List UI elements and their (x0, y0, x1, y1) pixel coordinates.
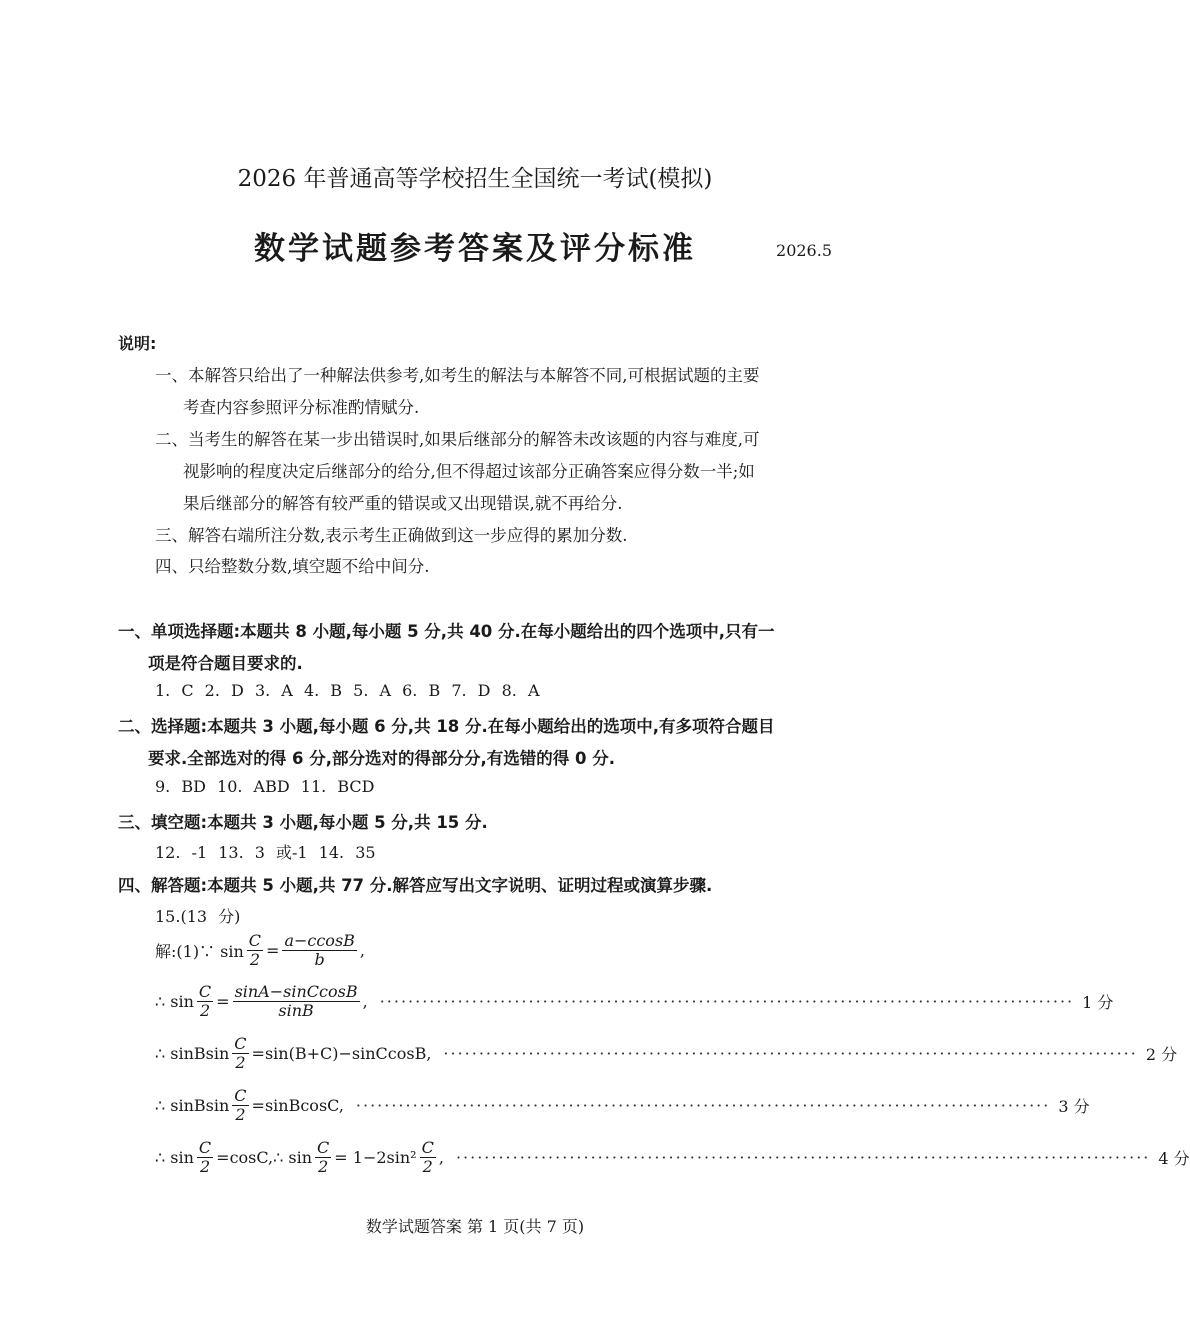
fraction (282, 932, 356, 970)
line2-rest: =sin(B+C)−sinCcosB, (251, 1044, 432, 1064)
line4-prefix: ∴ sin (155, 1148, 194, 1168)
note-1-cont: 考查内容参照评分标准酌情赋分. (183, 398, 420, 417)
line0-suffix: , (359, 941, 365, 961)
fraction-den: 2 (199, 1157, 211, 1177)
fraction (232, 1035, 248, 1073)
fraction (420, 1139, 436, 1177)
fraction-num: C (234, 1034, 247, 1053)
solution-line-1: ∴ sin $\frac{C}{2}$ = $\frac{\text{sinA−sinCcosB}}{\sin B}$ , ·································································································· 1 分 (155, 982, 1114, 1021)
note-2: 二、当考生的解答在某一步出错误时,如果后继部分的解答未改该题的内容与难度,可 (155, 430, 760, 449)
fraction-num: a−ccosB (284, 931, 355, 950)
section-4-heading: 四、解答题:本题共 5 小题,共 77 分.解答应写出文字说明、证明过程或演算步骤. (118, 876, 713, 895)
solution-line-4 (155, 1138, 1190, 1177)
leader-dots: ·································································································· (443, 1044, 1138, 1064)
leader-dots: ·································································································· (355, 1096, 1051, 1116)
fraction (315, 1139, 331, 1177)
note-1: 一、本解答只给出了一种解法供参考,如考生的解法与本解答不同,可根据试题的主要 (155, 366, 760, 385)
solution-line-2 (155, 1034, 1178, 1073)
score-mark: 2 分 (1145, 1045, 1178, 1065)
exam-title: 2026 年普通高等学校招生全国统一考试(模拟) (237, 166, 713, 192)
fraction-den: 2 (235, 1053, 246, 1073)
note-3: 三、解答右端所注分数,表示考生正确做到这一步应得的累加分数. (155, 526, 628, 545)
solution-line-3 (155, 1086, 1090, 1125)
section-1-heading-cont: 项是符合题目要求的. (148, 654, 303, 673)
score-mark: 1 分 (1082, 993, 1114, 1013)
main-title: 数学试题参考答案及评分标准 (254, 231, 696, 267)
q15-heading: 15.(13 分) (155, 907, 241, 926)
fraction-num: C (234, 1086, 247, 1105)
note-2-cont2: 果后继部分的解答有较严重的错误或又出现错误,就不再给分. (183, 494, 623, 513)
fraction-num: C (317, 1138, 330, 1157)
score-mark: 4 分 (1158, 1149, 1190, 1169)
solution-line-0: 解:(1)∵ sin $\frac{C}{2}$ = $\frac{a-ccosB}{b}$ , (155, 931, 365, 970)
section-3-answers: 12. -1 13. 3 或-1 14. 35 (155, 843, 376, 862)
section-2-heading: 二、选择题:本题共 3 小题,每小题 6 分,共 18 分.在每小题给出的选项中,有多项符合题目 (118, 717, 775, 736)
section-3-heading: 三、填空题:本题共 3 小题,每小题 5 分,共 15 分. (118, 813, 488, 832)
line1-suffix: , (362, 992, 368, 1012)
note-2-cont: 视影响的程度决定后继部分的给分,但不得超过该部分正确答案应得分数一半;如 (183, 462, 755, 481)
fraction-num: C (248, 931, 262, 950)
score-mark: 3 分 (1058, 1097, 1090, 1117)
line0-prefix: 解:(1)∵ sin (155, 942, 244, 962)
line3-prefix: ∴ sinBsin (155, 1096, 230, 1116)
line1-prefix: ∴ sin (155, 992, 194, 1012)
line4-suffix: , (438, 1148, 444, 1168)
page-footer: 数学试题答案 第 1 页(共 7 页) (365, 1217, 585, 1236)
leader-dots: ·································································································· (455, 1148, 1151, 1168)
note-4: 四、只给整数分数,填空题不给中间分. (155, 557, 430, 576)
fraction (247, 932, 263, 970)
section-2-heading-cont: 要求.全部选对的得 6 分,部分选对的得部分分,有选错的得 0 分. (148, 749, 616, 768)
notes-heading: 说明: (118, 334, 157, 353)
section-1-heading: 一、单项选择题:本题共 8 小题,每小题 5 分,共 40 分.在每小题给出的四个选项中,只有一 (118, 622, 775, 641)
fraction-den: b (314, 950, 325, 970)
section-1-answers: 1. C 2. D 3. A 4. B 5. A 6. B 7. D 8. A (155, 681, 540, 700)
line4-mid2: = 1−2sin² (334, 1148, 417, 1168)
fraction-den: 2 (422, 1157, 433, 1177)
fraction (197, 983, 213, 1021)
leader-dots: ·································································································· (379, 992, 1075, 1012)
line3-rest: =sinBcosC, (251, 1096, 344, 1116)
fraction-den: 2 (318, 1157, 329, 1177)
fraction-den: 2 (235, 1105, 246, 1125)
line2-prefix: ∴ sinBsin (155, 1044, 230, 1064)
fraction (233, 983, 360, 1021)
fraction-num: sinA−sinCcosB (234, 982, 358, 1001)
fraction-num: C (421, 1138, 434, 1157)
fraction-den: 2 (249, 950, 260, 970)
fraction-num: C (198, 1138, 212, 1157)
fraction-den: 2 (199, 1001, 211, 1021)
section-2-answers: 9. BD 10. ABD 11. BCD (155, 777, 375, 796)
fraction-num: C (198, 982, 212, 1001)
fraction-den: sinB (278, 1001, 314, 1021)
date-label: 2026.5 (776, 241, 832, 260)
fraction (197, 1139, 213, 1177)
line4-mid: =cosC,∴ sin (216, 1148, 313, 1168)
fraction (232, 1087, 248, 1125)
